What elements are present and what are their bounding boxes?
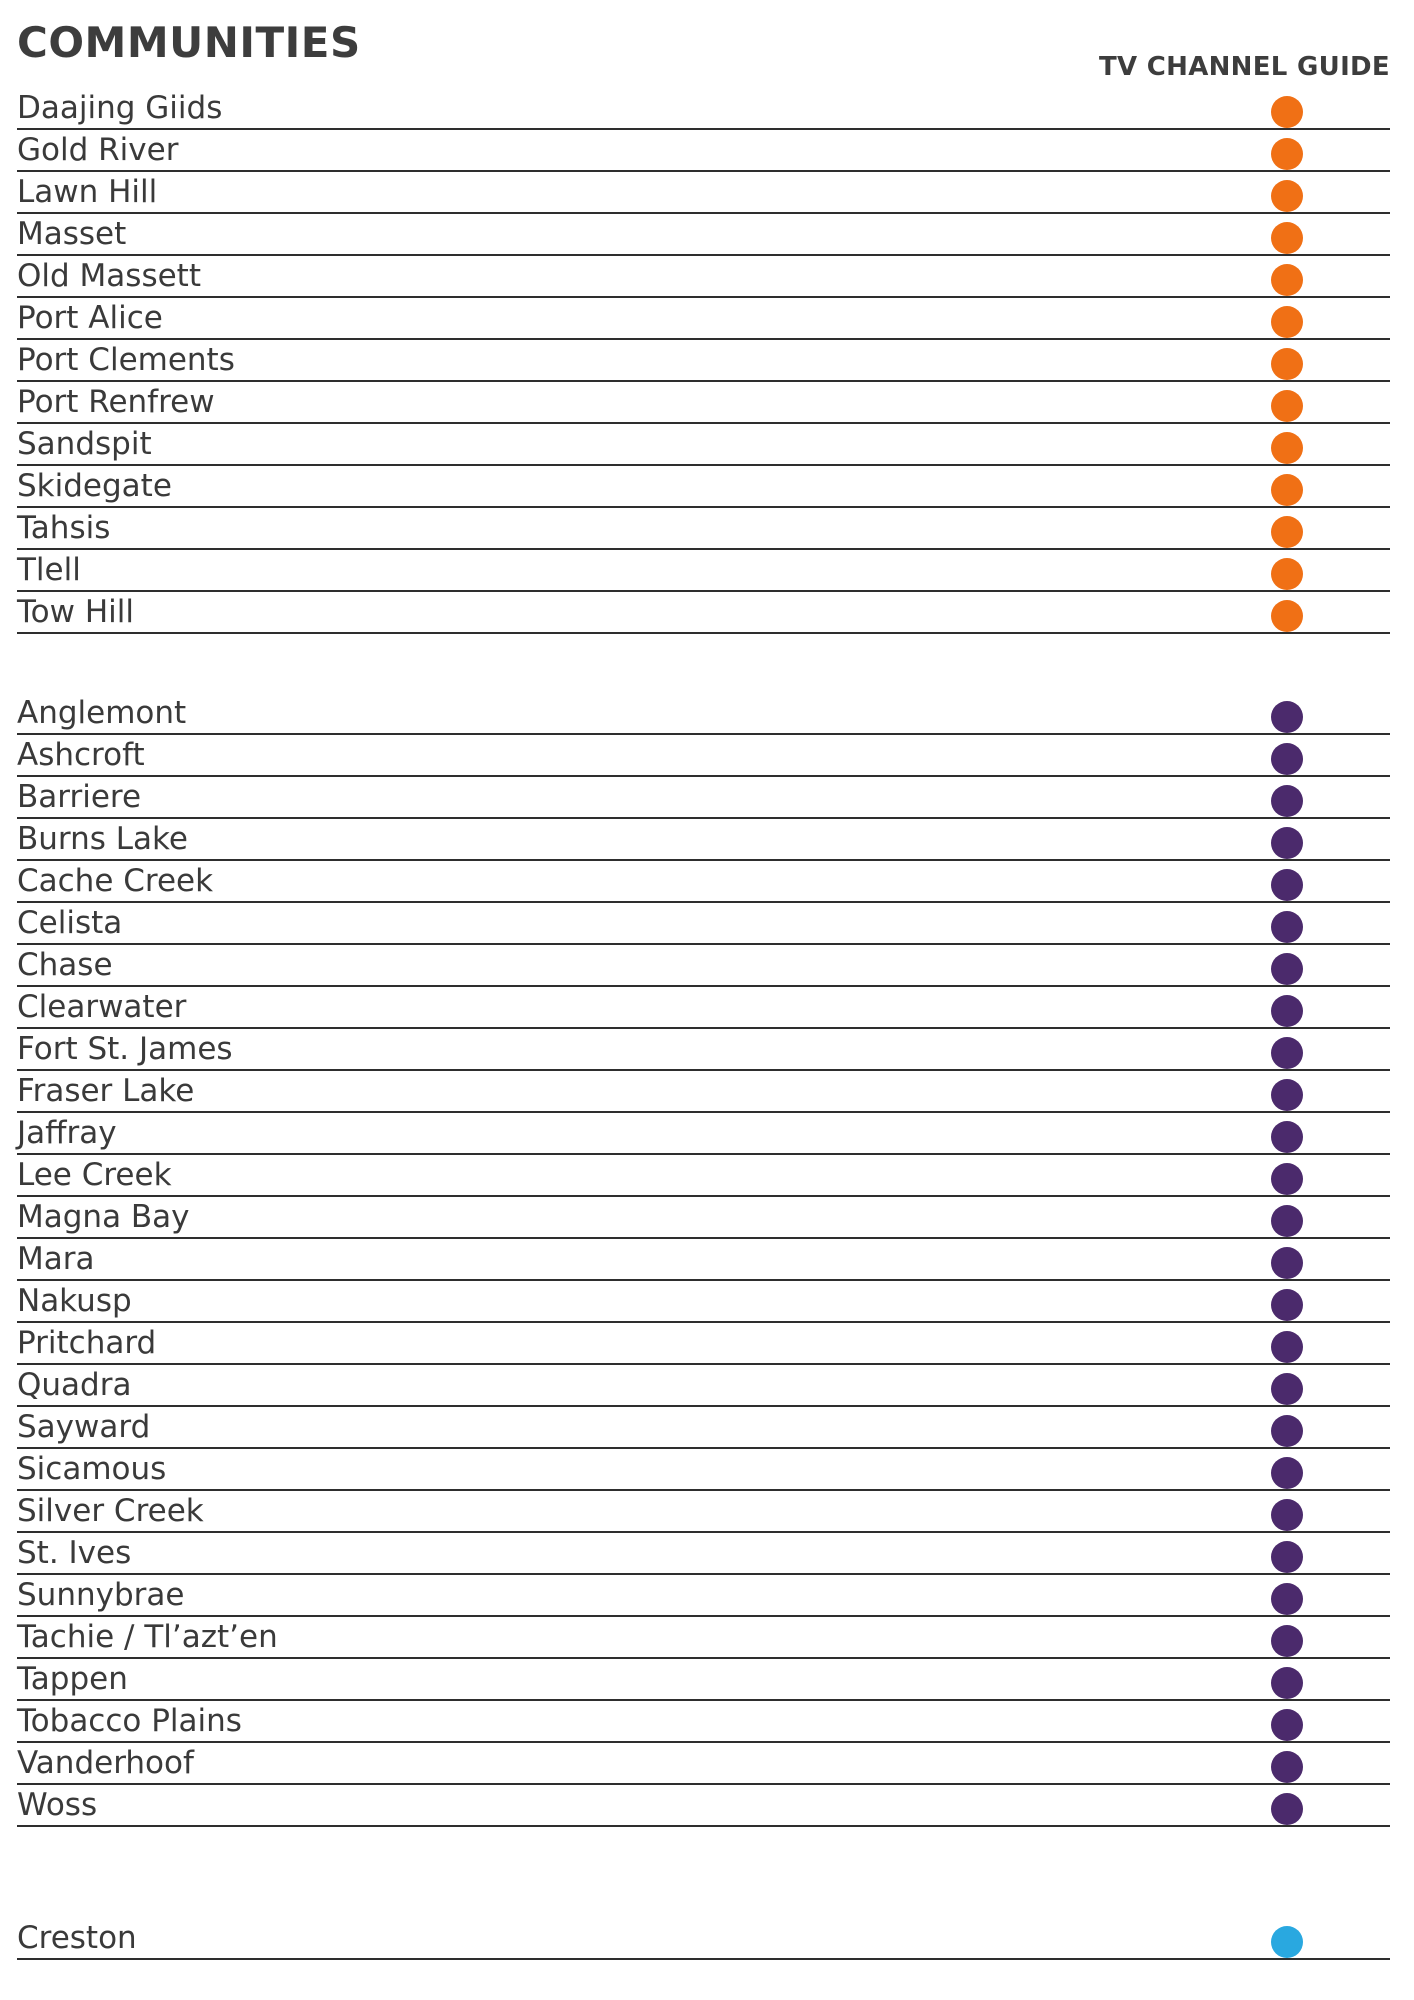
community-row <box>17 693 1390 735</box>
community-name: Burns Lake <box>17 821 188 857</box>
channel-guide-dot-icon <box>1271 995 1303 1027</box>
community-row <box>17 340 1390 382</box>
community-name: Celista <box>17 905 123 941</box>
community-name: Ashcroft <box>17 737 145 773</box>
channel-guide-dot-icon <box>1271 96 1303 128</box>
community-row <box>17 382 1390 424</box>
channel-guide-dot-icon <box>1271 701 1303 733</box>
channel-guide-dot-icon <box>1271 1331 1303 1363</box>
community-row <box>17 1197 1390 1239</box>
channel-guide-dot-icon <box>1271 1751 1303 1783</box>
community-row <box>17 1659 1390 1701</box>
channel-guide-dot-icon <box>1271 432 1303 464</box>
community-row <box>17 735 1390 777</box>
community-row <box>17 1918 1390 1960</box>
channel-guide-dot-icon <box>1271 474 1303 506</box>
community-name: Lee Creek <box>17 1157 172 1193</box>
community-name: Skidegate <box>17 468 172 504</box>
community-name: Silver Creek <box>17 1493 204 1529</box>
channel-guide-dot-icon <box>1271 911 1303 943</box>
community-name: Pritchard <box>17 1325 157 1361</box>
community-row <box>17 508 1390 550</box>
community-name: Port Clements <box>17 342 235 378</box>
community-name: Tahsis <box>17 510 111 546</box>
community-name: Barriere <box>17 779 142 815</box>
channel-guide-dot-icon <box>1271 1926 1303 1958</box>
community-row <box>17 777 1390 819</box>
community-name: Sicamous <box>17 1451 167 1487</box>
channel-guide-dot-icon <box>1271 1667 1303 1699</box>
channel-guide-dot-icon <box>1271 1373 1303 1405</box>
community-row <box>17 88 1390 130</box>
community-row <box>17 466 1390 508</box>
community-row <box>17 1365 1390 1407</box>
community-name: Nakusp <box>17 1283 132 1319</box>
community-name: Quadra <box>17 1367 132 1403</box>
community-row <box>17 1449 1390 1491</box>
channel-guide-dot-icon <box>1271 138 1303 170</box>
community-name: Tow Hill <box>17 594 134 630</box>
community-row <box>17 1701 1390 1743</box>
community-name: Mara <box>17 1241 95 1277</box>
community-name: Masset <box>17 216 127 252</box>
community-name: Fraser Lake <box>17 1073 195 1109</box>
channel-guide-dot-icon <box>1271 348 1303 380</box>
community-row <box>17 1281 1390 1323</box>
community-name: Old Massett <box>17 258 201 294</box>
channel-guide-dot-icon <box>1271 1583 1303 1615</box>
channel-guide-dot-icon <box>1271 1079 1303 1111</box>
community-name: Sandspit <box>17 426 152 462</box>
community-row <box>17 214 1390 256</box>
community-row <box>17 1155 1390 1197</box>
community-row <box>17 903 1390 945</box>
channel-guide-dot-icon <box>1271 1499 1303 1531</box>
community-name: Sayward <box>17 1409 151 1445</box>
community-row <box>17 861 1390 903</box>
community-row <box>17 987 1390 1029</box>
community-name: St. Ives <box>17 1535 132 1571</box>
channel-guide-dot-icon <box>1271 390 1303 422</box>
community-row <box>17 1407 1390 1449</box>
community-name: Port Alice <box>17 300 163 336</box>
channel-guide-dot-icon <box>1271 516 1303 548</box>
community-row <box>17 1323 1390 1365</box>
community-row <box>17 1533 1390 1575</box>
community-row <box>17 1071 1390 1113</box>
community-row <box>17 592 1390 634</box>
channel-guide-dot-icon <box>1271 1247 1303 1279</box>
community-row <box>17 256 1390 298</box>
community-row <box>17 1617 1390 1659</box>
channel-guide-dot-icon <box>1271 1289 1303 1321</box>
community-name: Tappen <box>17 1661 128 1697</box>
community-name: Tlell <box>17 552 81 588</box>
community-row <box>17 1239 1390 1281</box>
community-name: Tobacco Plains <box>17 1703 242 1739</box>
channel-guide-dot-icon <box>1271 600 1303 632</box>
community-name: Vanderhoof <box>17 1745 194 1781</box>
community-row <box>17 1785 1390 1827</box>
channel-guide-dot-icon <box>1271 306 1303 338</box>
community-group-purple <box>17 693 1390 1827</box>
community-name: Gold River <box>17 132 179 168</box>
community-name: Creston <box>17 1920 137 1956</box>
community-row <box>17 424 1390 466</box>
community-name: Anglemont <box>17 695 187 731</box>
community-name: Cache Creek <box>17 863 214 899</box>
community-row <box>17 1113 1390 1155</box>
community-row <box>17 1743 1390 1785</box>
channel-guide-dot-icon <box>1271 1541 1303 1573</box>
community-row <box>17 1029 1390 1071</box>
community-row <box>17 172 1390 214</box>
channel-guide-dot-icon <box>1271 1037 1303 1069</box>
community-row <box>17 1491 1390 1533</box>
channel-guide-dot-icon <box>1271 1163 1303 1195</box>
community-group-orange <box>17 88 1390 634</box>
page-title: COMMUNITIES <box>17 18 361 67</box>
community-row <box>17 1575 1390 1617</box>
channel-guide-dot-icon <box>1271 827 1303 859</box>
channel-guide-dot-icon <box>1271 558 1303 590</box>
channel-guide-dot-icon <box>1271 869 1303 901</box>
community-name: Clearwater <box>17 989 187 1025</box>
community-name: Jaffray <box>17 1115 117 1151</box>
channel-guide-dot-icon <box>1271 953 1303 985</box>
community-group-blue <box>17 1918 1390 1960</box>
community-name: Fort St. James <box>17 1031 233 1067</box>
community-name: Daajing Giids <box>17 90 223 126</box>
community-row <box>17 819 1390 861</box>
community-name: Port Renfrew <box>17 384 215 420</box>
channel-guide-dot-icon <box>1271 180 1303 212</box>
community-name: Chase <box>17 947 113 983</box>
community-name: Lawn Hill <box>17 174 158 210</box>
channel-guide-dot-icon <box>1271 1709 1303 1741</box>
community-name: Woss <box>17 1787 98 1823</box>
community-row <box>17 130 1390 172</box>
community-row <box>17 298 1390 340</box>
community-name: Sunnybrae <box>17 1577 185 1613</box>
channel-guide-dot-icon <box>1271 1625 1303 1657</box>
community-name: Magna Bay <box>17 1199 190 1235</box>
channel-guide-dot-icon <box>1271 743 1303 775</box>
community-row <box>17 945 1390 987</box>
tv-channel-guide-header: TV CHANNEL GUIDE <box>1098 52 1390 82</box>
channel-guide-dot-icon <box>1271 1793 1303 1825</box>
channel-guide-dot-icon <box>1271 1457 1303 1489</box>
channel-guide-dot-icon <box>1271 222 1303 254</box>
channel-guide-dot-icon <box>1271 1415 1303 1447</box>
channel-guide-dot-icon <box>1271 785 1303 817</box>
channel-guide-dot-icon <box>1271 264 1303 296</box>
channel-guide-dot-icon <box>1271 1121 1303 1153</box>
community-name: Tachie / Tl’azt’en <box>17 1619 278 1655</box>
community-row <box>17 550 1390 592</box>
channel-guide-dot-icon <box>1271 1205 1303 1237</box>
